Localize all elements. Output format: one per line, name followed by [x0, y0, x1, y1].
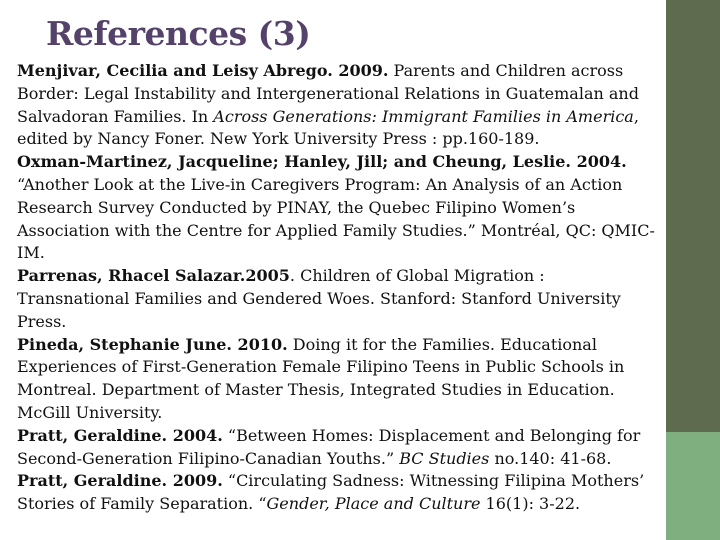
reference-list [17, 60, 657, 516]
slide-title: References (3) [46, 14, 311, 53]
sidebar-accent-top [666, 0, 720, 432]
reference-year: 2010. [231, 334, 288, 354]
reference-italic: BC Studies [399, 448, 490, 468]
reference-text: . Children of Global Migration : Transnational Families and Gendered Woes. Stanford: Stanford University Press. [17, 266, 621, 331]
reference-author: Oxman-Martinez, Jacqueline; Hanley, Jill; and Cheung, Leslie. [17, 152, 571, 172]
reference-author: Menjivar, Cecilia and Leisy Abrego. [17, 61, 333, 80]
reference-year: 2004. [571, 152, 627, 172]
reference-text: “Circulating Sadness: Witnessing Filipina Mothers’ Stories of Family Separation. “ [17, 471, 645, 514]
reference-year: 2004. [167, 425, 223, 445]
reference-author: Parrenas, Rhacel Salazar. [17, 266, 246, 286]
reference-item [17, 425, 657, 471]
reference-year: 2009. [332, 61, 389, 80]
reference-italic: Across Generations: Immigrant Families in America [213, 106, 634, 126]
reference-text-end: 16(1): 3-22. [480, 494, 581, 514]
reference-item [17, 151, 657, 265]
reference-text: “Another Look at the Live-in Caregivers Program: An Analysis of an Action Research Survey Conducted by PINAY, the Quebec Filipino Women’s Association with the Centre for Applied Family Studies.” Montréal, QC: QMIC-IM. [17, 174, 655, 263]
reference-text-end: no.140: 41-68. [489, 448, 612, 468]
sidebar-accent-bottom [666, 432, 720, 540]
reference-item [17, 334, 657, 425]
reference-italic: Gender, Place and Culture [266, 494, 481, 514]
reference-author: Pineda, Stephanie June. [17, 334, 232, 354]
reference-year: 2009. [167, 471, 223, 491]
reference-text: “Between Homes: Displacement and Belonging for Second-Generation Filipino-Canadian Youths.” [17, 425, 641, 468]
reference-author: Pratt, Geraldine. [17, 471, 168, 491]
reference-author: Pratt, Geraldine. [17, 425, 168, 445]
reference-item [17, 60, 657, 151]
reference-text-end: , edited by Nancy Foner. New York University Press : pp.160-189. [17, 106, 639, 149]
reference-text: Doing it for the Families. Educational Experiences of First-Generation Female Filipino Teens in Public Schools in Montreal. Department of Master Thesis, Integrated Studies in Education. McGill University. [17, 334, 625, 422]
reference-item [17, 265, 657, 333]
reference-item [17, 470, 657, 516]
reference-year: 2005 [245, 266, 290, 286]
reference-text: Parents and Children across Border: Legal Instability and Intergenerational Relations in Guatemalan and Salvadoran Families. In [17, 61, 639, 126]
